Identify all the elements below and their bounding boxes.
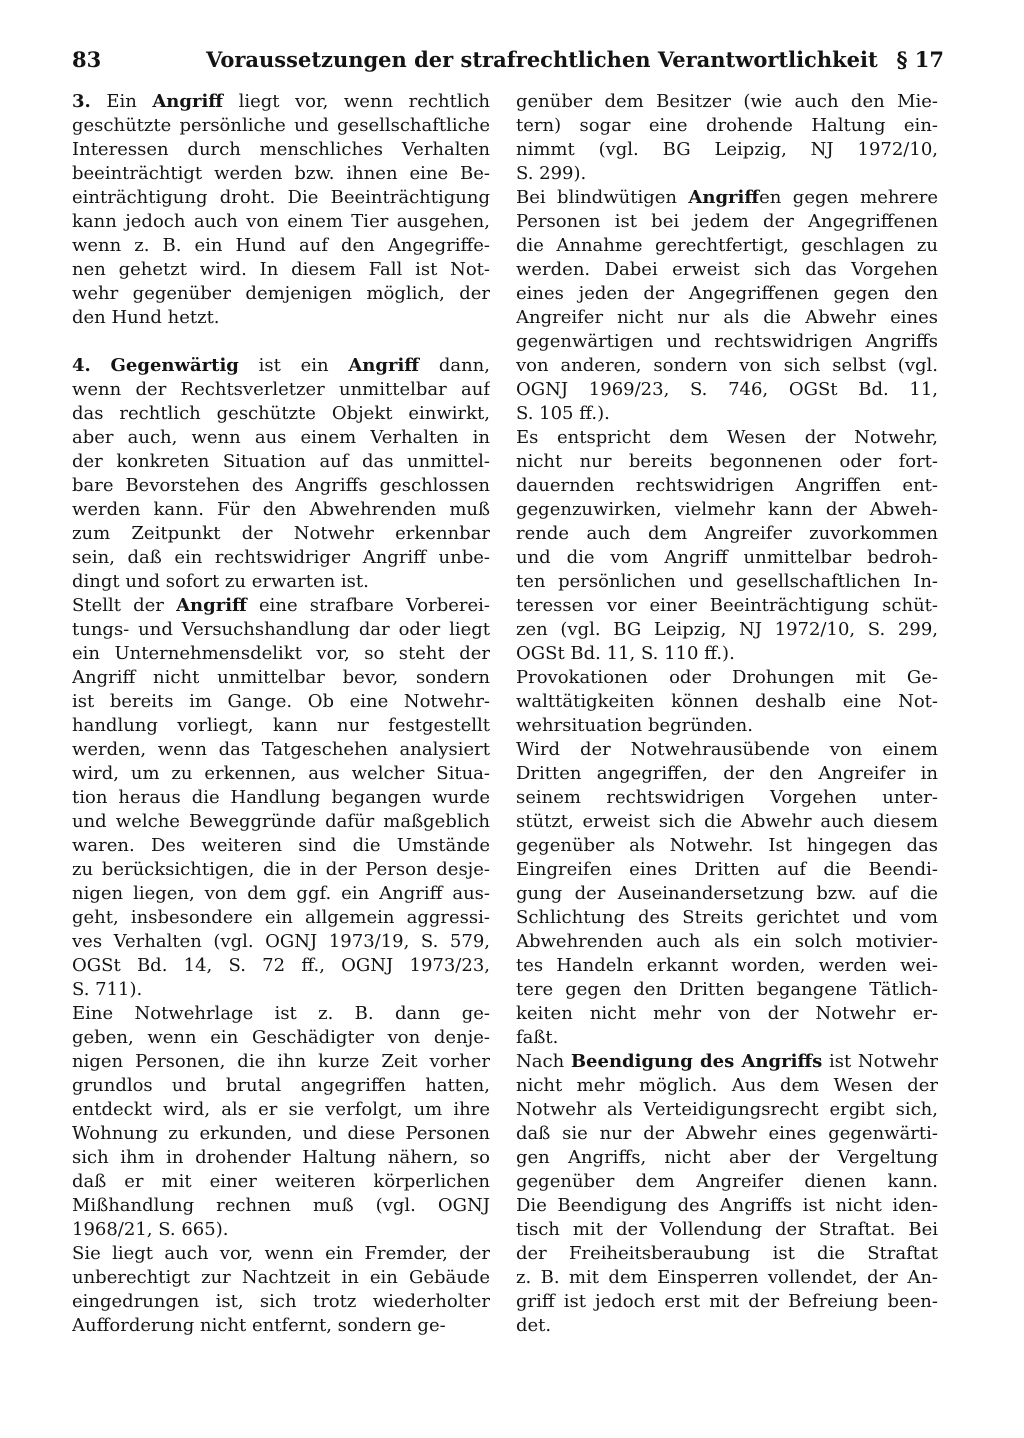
paragraph-p4 xyxy=(72,354,490,594)
text-line: Notwehr als Verteidigungsrecht ergibt sich, xyxy=(516,1099,938,1120)
text-line: gegenzuwirken, vielmehr kann der Abweh- xyxy=(516,499,938,520)
text-line: beeinträchtigt werden bzw. ihnen eine Be- xyxy=(72,163,490,184)
section-number: § 17 xyxy=(896,47,944,72)
text-line: nicht nur bereits begonnenen oder fort- xyxy=(516,451,938,472)
text-line: 4. Gegenwärtig ist ein Angriff dann, xyxy=(72,355,490,376)
text-line: Es entspricht dem Wesen der Notwehr, xyxy=(516,427,938,448)
text-line: faßt. xyxy=(516,1027,559,1048)
text-line: Sie liegt auch vor, wenn ein Fremder, der xyxy=(72,1243,490,1264)
text-line: S. 299). xyxy=(516,163,587,184)
text-line: genüber dem Besitzer (wie auch den Mie- xyxy=(516,91,938,112)
text-line: die Annahme gerechtfertigt, geschlagen zu xyxy=(516,235,938,256)
text-line: geht, insbesondere ein allgemein aggressi- xyxy=(72,907,490,928)
text-line: waren. Des weiteren sind die Umstände xyxy=(72,835,490,856)
text-line: ves Verhalten (vgl. OGNJ 1973/19, S. 579, xyxy=(72,931,490,952)
text-line: nigen Personen, die ihn kurze Zeit vorher xyxy=(72,1051,490,1072)
text-line: tungs- und Versuchshandlung dar oder liegt xyxy=(72,619,490,640)
text-line: stützt, erweist sich die Abwehr auch diesem xyxy=(516,811,938,832)
text-line: wehr gegenüber demjenigen möglich, der xyxy=(72,283,490,304)
text-line: geschützte persönliche und gesellschaftliche xyxy=(72,115,490,136)
text-line: tern) sogar eine drohende Haltung ein- xyxy=(516,115,938,136)
text-line: nicht mehr möglich. Aus dem Wesen der xyxy=(516,1075,938,1096)
text-line: keiten nicht mehr von der Notwehr er- xyxy=(516,1003,938,1024)
text-line: Nach Beendigung des Angriffs ist Notwehr xyxy=(516,1051,938,1072)
text-line: Eingreifen eines Dritten auf die Beendi- xyxy=(516,859,938,880)
paragraph-p11 xyxy=(516,666,938,738)
text-line: tere gegen den Dritten begangene Tätlich- xyxy=(516,979,938,1000)
text-line: gung der Auseinandersetzung bzw. auf die xyxy=(516,883,938,904)
text-line: ein Unternehmensdelikt vor, so steht der xyxy=(72,643,490,664)
text-line: daß sie nur der Abwehr eines gegenwärti- xyxy=(516,1123,938,1144)
text-line: det. xyxy=(516,1315,552,1336)
text-line: gegenwärtigen und rechtswidrigen Angriffs xyxy=(516,331,938,352)
text-line: 1968/21, S. 665). xyxy=(72,1219,229,1240)
text-line: z. B. mit dem Einsperren vollendet, der An- xyxy=(516,1267,938,1288)
text-line: den Hund hetzt. xyxy=(72,307,220,328)
text-line: geben, wenn ein Geschädigter von denje- xyxy=(72,1027,490,1048)
text-line: 3. Ein Angriff liegt vor, wenn rechtlich xyxy=(72,91,490,112)
text-line: tion heraus die Handlung begangen wurde xyxy=(72,787,490,808)
text-line: S. 105 ff.). xyxy=(516,403,610,424)
text-line: von anderen, sondern von sich selbst (vgl. xyxy=(516,355,938,376)
text-line: unberechtigt zur Nachtzeit in ein Gebäude xyxy=(72,1267,490,1288)
text-line: gen Angriffs, nicht aber der Vergeltung xyxy=(516,1147,938,1168)
paragraph-p13 xyxy=(516,1050,938,1338)
text-line: werden, wenn das Tatgeschehen analysiert xyxy=(72,739,490,760)
text-line: sein, daß ein rechtswidriger Angriff unbe- xyxy=(72,547,490,568)
text-line: Dritten angegriffen, der den Angreifer in xyxy=(516,763,938,784)
text-line: nen gehetzt wird. In diesem Fall ist Not- xyxy=(72,259,490,280)
text-line: griff ist jedoch erst mit der Befreiung been- xyxy=(516,1291,938,1312)
text-line: Aufforderung nicht entfernt, sondern ge- xyxy=(72,1315,446,1336)
text-line: entdeckt wird, als er sie verfolgt, um ihre xyxy=(72,1099,490,1120)
text-line: Schlichtung des Streits gerichtet und vom xyxy=(516,907,938,928)
text-line: werden. Dabei erweist sich das Vorgehen xyxy=(516,259,938,280)
page-number: 83 xyxy=(72,47,102,72)
text-line: und die vom Angriff unmittelbar bedroh- xyxy=(516,547,938,568)
paragraph-p5 xyxy=(72,594,490,1002)
paragraph-p9 xyxy=(516,186,938,426)
text-line: wenn der Rechtsverletzer unmittelbar auf xyxy=(72,379,490,400)
text-line: Wird der Notwehrausübende von einem xyxy=(516,739,938,760)
text-line: wehrsituation begründen. xyxy=(516,715,753,736)
text-line: zum Zeitpunkt der Notwehr erkennbar xyxy=(72,523,490,544)
text-line: S. 711). xyxy=(72,979,143,1000)
text-line: werden kann. Für den Abwehrenden muß xyxy=(72,499,490,520)
text-line: handlung vorliegt, kann nur festgestellt xyxy=(72,715,490,736)
text-line: Provokationen oder Drohungen mit Ge- xyxy=(516,667,938,688)
text-line: aber auch, wenn aus einem Verhalten in xyxy=(72,427,490,448)
text-line: seinem rechtswidrigen Vorgehen unter- xyxy=(516,787,938,808)
text-line: dauernden rechtswidrigen Angriffen ent- xyxy=(516,475,938,496)
text-line: Bei blindwütigen Angriffen gegen mehrere xyxy=(516,187,938,208)
text-line: kann jedoch auch von einem Tier ausgehen, xyxy=(72,211,490,232)
left-column xyxy=(72,90,490,1338)
text-line: das rechtlich geschützte Objekt einwirkt, xyxy=(72,403,490,424)
text-line: der konkreten Situation auf das unmittel- xyxy=(72,451,490,472)
text-line: OGSt Bd. 14, S. 72 ff., OGNJ 1973/23, xyxy=(72,955,490,976)
chapter-title: Voraussetzungen der strafrechtlichen Verantwortlichkeit xyxy=(206,47,878,72)
text-line: nimmt (vgl. BG Leipzig, NJ 1972/10, xyxy=(516,139,938,160)
text-line: tisch mit der Vollendung der Straftat. Bei xyxy=(516,1219,938,1240)
right-column xyxy=(516,90,938,1338)
text-line: eines jeden der Angegriffenen gegen den xyxy=(516,283,938,304)
text-line: einträchtigung droht. Die Beeinträchtigung xyxy=(72,187,490,208)
paragraph-p10 xyxy=(516,426,938,666)
paragraph-gap xyxy=(72,330,490,354)
text-line: grundlos und brutal angegriffen hatten, xyxy=(72,1075,490,1096)
text-line: wird, um zu erkennen, aus welcher Situa- xyxy=(72,763,490,784)
text-line: daß er mit einer weiteren körperlichen xyxy=(72,1171,490,1192)
text-line: ten persönlichen und gesellschaftlichen In- xyxy=(516,571,938,592)
text-line: ist bereits im Gange. Ob eine Notwehr- xyxy=(72,691,490,712)
text-line: tes Handeln erkannt worden, werden wei- xyxy=(516,955,938,976)
text-line: Stellt der Angriff eine strafbare Vorberei- xyxy=(72,595,490,616)
running-header xyxy=(72,44,944,76)
paragraph-p7 xyxy=(72,1242,490,1338)
text-line: Personen ist bei jedem der Angegriffenen xyxy=(516,211,938,232)
text-line: bare Bevorstehen des Angriffs geschlossen xyxy=(72,475,490,496)
text-line: Angreifer nicht nur als die Abwehr eines xyxy=(516,307,938,328)
paragraph-p6 xyxy=(72,1002,490,1242)
paragraph-p8 xyxy=(516,90,938,186)
text-line: teressen vor einer Beeinträchtigung schüt- xyxy=(516,595,938,616)
text-line: sich ihm in drohender Haltung nähern, so xyxy=(72,1147,490,1168)
paragraph-p3 xyxy=(72,90,490,330)
text-line: wenn z. B. ein Hund auf den Angegriffe- xyxy=(72,235,490,256)
text-line: Wohnung zu erkunden, und diese Personen xyxy=(72,1123,490,1144)
text-line: zu berücksichtigen, die in der Person desje- xyxy=(72,859,490,880)
text-line: Die Beendigung des Angriffs ist nicht iden- xyxy=(516,1195,938,1216)
text-line: Angriff nicht unmittelbar bevor, sondern xyxy=(72,667,490,688)
text-line: gegenüber dem Angreifer dienen kann. xyxy=(516,1171,938,1192)
text-line: Mißhandlung rechnen muß (vgl. OGNJ xyxy=(72,1195,490,1216)
text-line: Interessen durch menschliches Verhalten xyxy=(72,139,490,160)
text-line: gegenüber als Notwehr. Ist hingegen das xyxy=(516,835,938,856)
text-line: OGNJ 1969/23, S. 746, OGSt Bd. 11, xyxy=(516,379,938,400)
text-line: walttätigkeiten können deshalb eine Not- xyxy=(516,691,938,712)
paragraph-p12 xyxy=(516,738,938,1050)
text-line: eingedrungen ist, sich trotz wiederholter xyxy=(72,1291,490,1312)
text-line: dingt und sofort zu erwarten ist. xyxy=(72,571,369,592)
text-line: der Freiheitsberaubung ist die Straftat xyxy=(516,1243,938,1264)
text-line: rende auch dem Angreifer zuvorkommen xyxy=(516,523,938,544)
text-line: zen (vgl. BG Leipzig, NJ 1972/10, S. 299, xyxy=(516,619,938,640)
text-line: und welche Beweggründe dafür maßgeblich xyxy=(72,811,490,832)
text-line: Eine Notwehrlage ist z. B. dann ge- xyxy=(72,1003,490,1024)
text-line: OGSt Bd. 11, S. 110 ff.). xyxy=(516,643,735,664)
text-line: nigen liegen, von dem ggf. ein Angriff aus- xyxy=(72,883,490,904)
text-line: Abwehrenden auch als ein solch motivier- xyxy=(516,931,938,952)
